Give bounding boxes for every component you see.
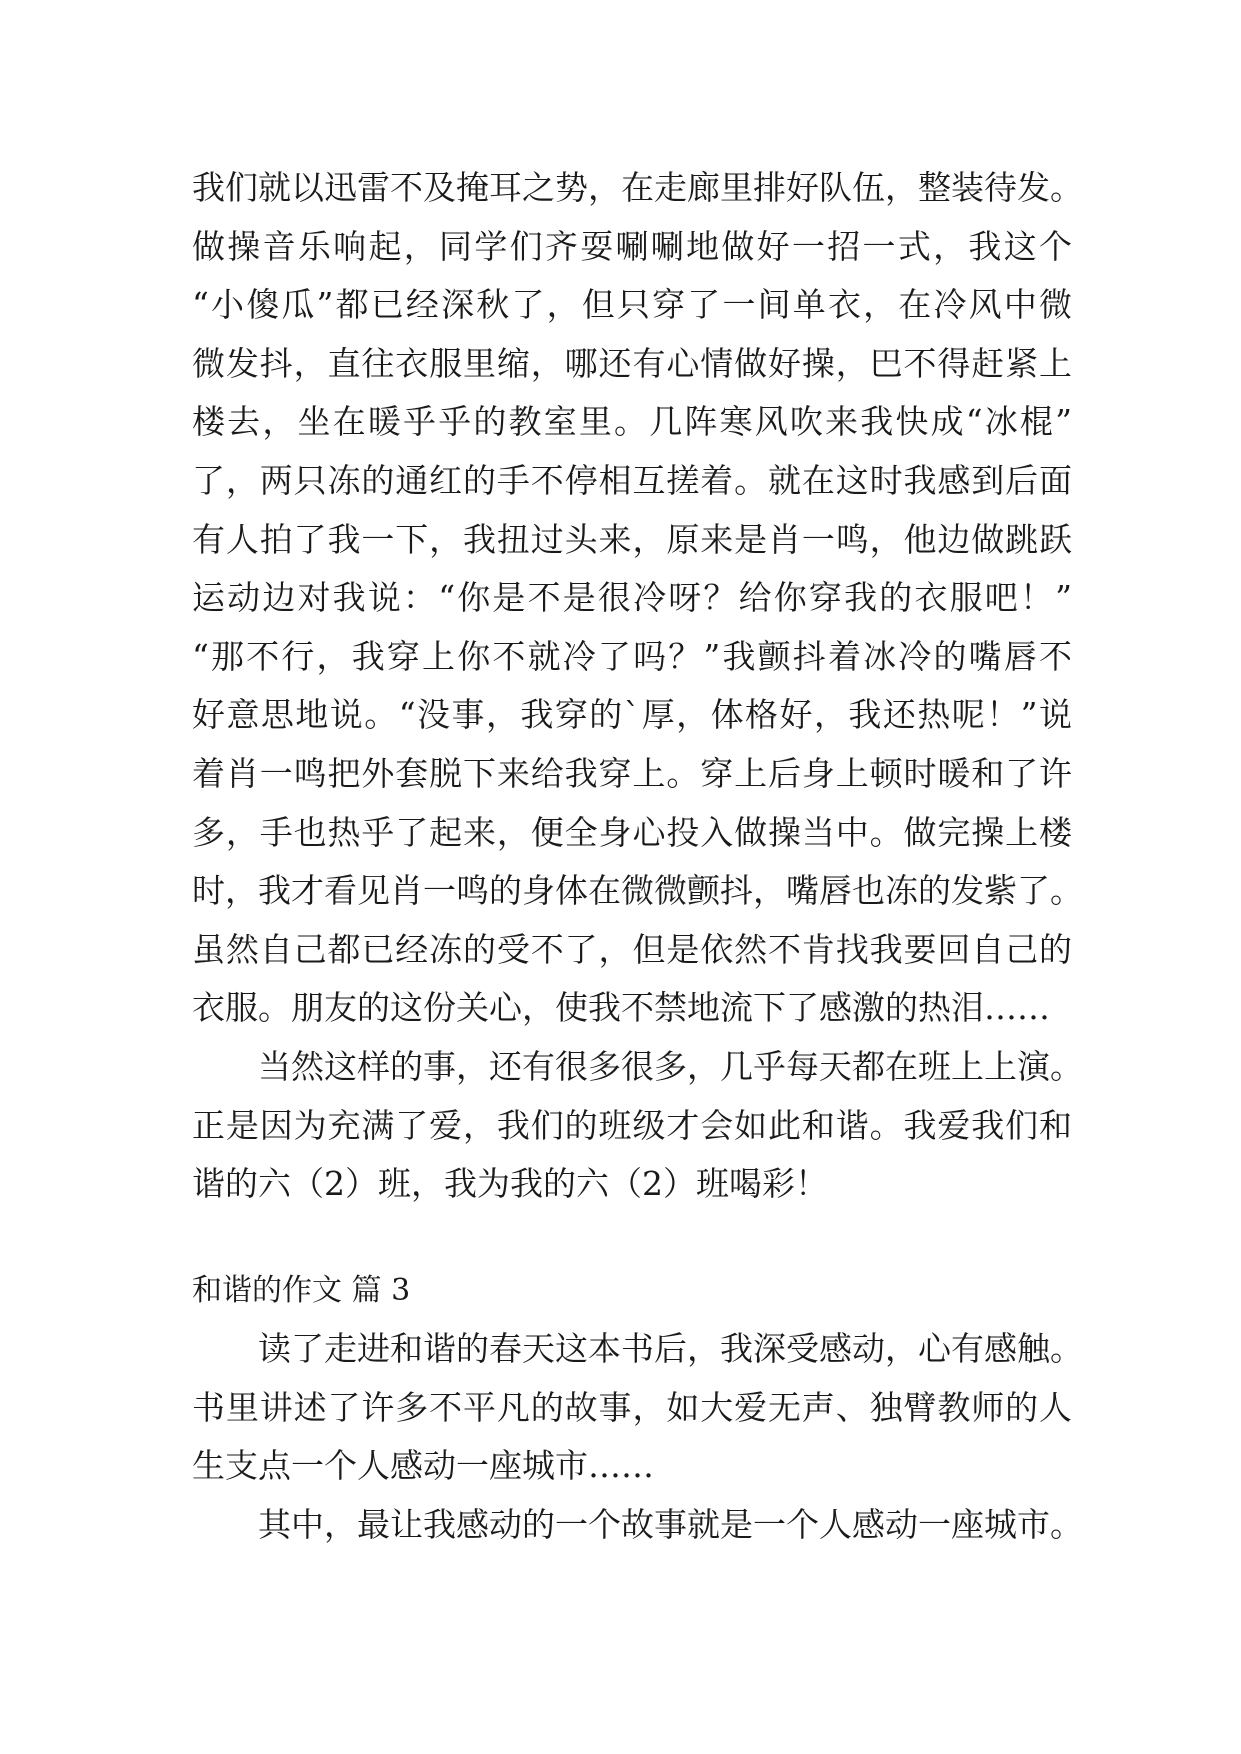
- text-line: 正是因为充满了爱，我们的班级才会如此和谐。我爱我们和: [192, 1105, 1072, 1145]
- text-line: 书里讲述了许多不平凡的故事，如大爱无声、独臂教师的人: [192, 1387, 1072, 1427]
- text-line: 谐的六（2）班，我为我的六（2）班喝彩！: [192, 1164, 828, 1204]
- text-line: 我们就以迅雷不及掩耳之势，在走廊里排好队伍，整装待发。: [192, 168, 1083, 207]
- paragraph: [192, 1320, 1083, 1496]
- text-line: 微发抖，直往衣服里缩，哪还有心情做好操，巴不得赶紧上: [192, 343, 1072, 383]
- text-line: 其中，最让我感动的一个故事就是一个人感动一座城市。: [258, 1504, 1083, 1544]
- text-line: 着肖一鸣把外套脱下来给我穿上。穿上后身上顿时暖和了许: [192, 753, 1072, 793]
- paragraph: [192, 159, 1083, 1038]
- text-line: 做操音乐响起，同学们齐耍唰唰地做好一招一式，我这个: [192, 226, 1072, 266]
- text-line: 运动边对我说：“你是不是很冷呀？给你穿我的衣服吧！”: [192, 578, 1072, 618]
- text-line: 了，两只冻的通红的手不停相互搓着。就在这时我感到后面: [192, 460, 1072, 500]
- essay-heading: 和谐的作文 篇 3: [192, 1273, 411, 1308]
- text-line: 多，手也热乎了起来，便全身心投入做操当中。做完操上楼: [192, 812, 1072, 852]
- text-line: 好意思地说。“没事，我穿的`厚，体格好，我还热呢！”说: [192, 695, 1072, 735]
- paragraph: [192, 1038, 1083, 1214]
- essay-section-3: [192, 1320, 1083, 1554]
- essay-section-previous: [192, 159, 1083, 1214]
- paragraph: [192, 1496, 1083, 1555]
- text-line: 生支点一个人感动一座城市……: [192, 1446, 654, 1486]
- text-line: 有人拍了我一下，我扭过头来，原来是肖一鸣，他边做跳跃: [192, 519, 1072, 559]
- text-line: 读了走进和谐的春天这本书后，我深受感动，心有感触。: [258, 1329, 1083, 1368]
- text-line: “那不行，我穿上你不就冷了吗？”我颤抖着冰冷的嘴唇不: [192, 636, 1072, 676]
- text-line: 楼去，坐在暖乎乎的教室里。几阵寒风吹来我快成“冰棍”: [192, 402, 1072, 442]
- text-line: 虽然自己都已经冻的受不了，但是依然不肯找我要回自己的: [192, 929, 1072, 969]
- text-line: “小傻瓜”都已经深秋了，但只穿了一间单衣，在冷风中微: [192, 285, 1072, 325]
- text-line: 当然这样的事，还有很多很多，几乎每天都在班上上演。: [258, 1046, 1083, 1086]
- text-line: 衣服。朋友的这份关心，使我不禁地流下了感激的热泪……: [192, 988, 1050, 1028]
- text-line: 时，我才看见肖一鸣的身体在微微颤抖，嘴唇也冻的发紫了。: [192, 871, 1083, 911]
